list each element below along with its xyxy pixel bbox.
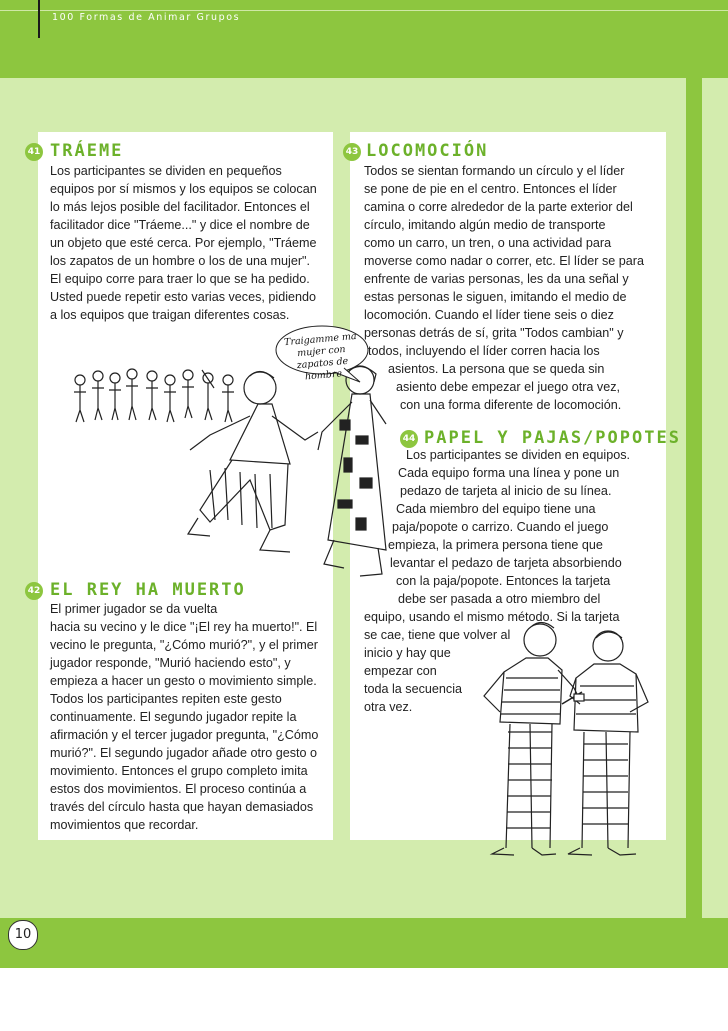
text-line: murió?". El segundo jugador añade otro gesto o bbox=[50, 746, 318, 760]
section-body bbox=[50, 162, 317, 324]
text-line: moverse como nadar o correr, etc. El líder se para bbox=[364, 254, 644, 268]
text-line: círculo, imitando algún medio de transporte bbox=[364, 218, 606, 232]
text-line: paja/popote o carrizo. Cuando el juego bbox=[392, 520, 609, 534]
text-line: todos, incluyendo el líder corren hacia los bbox=[368, 344, 600, 358]
text-line: se pone de pie en el centro. Entonces el líder bbox=[364, 182, 617, 196]
bottom-footer-bar bbox=[0, 918, 728, 968]
text-line: equipo, usando el mismo método. Si la tarjeta bbox=[364, 610, 620, 624]
text-line: facilitador dice "Tráeme..." y dice el nombre de bbox=[50, 218, 310, 232]
section-body bbox=[50, 600, 318, 834]
text-line: Todos los participantes repiten este gesto bbox=[50, 692, 282, 706]
section-body bbox=[364, 162, 644, 414]
text-line: hacia su vecino y le dice "¡El rey ha muerto!". El bbox=[50, 620, 318, 634]
header-hairline bbox=[0, 10, 728, 11]
text-line: Los participantes se dividen en pequeños bbox=[50, 164, 282, 178]
text-line: inicio y hay que bbox=[364, 646, 451, 660]
text-line: empezar con bbox=[364, 664, 437, 678]
text-line: Cada miembro del equipo tiene una bbox=[396, 502, 596, 516]
section-title: EL REY HA MUERTO bbox=[50, 580, 246, 600]
section-title: LOCOMOCIÓN bbox=[366, 141, 489, 161]
text-line: El primer jugador se da vuelta bbox=[50, 602, 218, 616]
text-line: empieza, la primera persona tiene que bbox=[388, 538, 603, 552]
text-line: levantar el pedazo de tarjeta absorbiendo bbox=[390, 556, 622, 570]
text-line: jugador responde, "Murió haciendo esto", y bbox=[50, 656, 291, 670]
card-piece bbox=[574, 694, 584, 701]
text-line: afirmación y el tercer jugador pregunta, "¿Cómo bbox=[50, 728, 319, 742]
section-number-badge: 44 bbox=[400, 430, 418, 448]
text-line: vecino le pregunta, "¿Cómo murió?", y el primer bbox=[50, 638, 318, 652]
text-line: los zapatos de un hombre o los de una mujer". bbox=[50, 254, 310, 268]
text-line: como un carro, un tren, o una actividad para bbox=[364, 236, 612, 250]
text-line: se cae, tiene que volver al bbox=[364, 628, 511, 642]
text-line: empieza a hacer un gesto o movimiento simple. bbox=[50, 674, 317, 688]
text-line: El equipo corre para traer lo que se ha pedido. bbox=[50, 272, 310, 286]
text-line: otra vez. bbox=[364, 700, 413, 714]
text-line: un objeto que esté cerca. Por ejemplo, "Tráeme bbox=[50, 236, 317, 250]
text-line: a los equipos que traigan diferentes cosas. bbox=[50, 308, 290, 322]
text-line: través del círculo hasta que hayan demasiados bbox=[50, 800, 314, 814]
text-line: estas personas le siguen, imitando el medio de bbox=[364, 290, 627, 304]
text-line: Cada equipo forma una línea y pone un bbox=[398, 466, 620, 480]
text-line: estos dos movimientos. El proceso continúa a bbox=[50, 782, 307, 796]
text-line: con una forma diferente de locomoción. bbox=[400, 398, 622, 412]
text-line: movimiento. Entonces el grupo completo imita bbox=[50, 764, 308, 778]
running-title: 100 Formas de Animar Grupos bbox=[52, 12, 241, 23]
speech-bubble-text: Traigamme ma mujer con zapatos de hombre bbox=[283, 330, 358, 383]
section-title: PAPEL Y PAJAS/POPOTES bbox=[424, 428, 681, 448]
section-number-badge: 42 bbox=[25, 582, 43, 600]
text-line: asiento debe empezar el juego otra vez, bbox=[396, 380, 621, 394]
right-accent-strip bbox=[686, 78, 702, 968]
man-left bbox=[484, 622, 580, 855]
section-number-badge: 41 bbox=[25, 143, 43, 161]
text-line: Los participantes se dividen en equipos. bbox=[406, 448, 631, 462]
text-line: Usted puede repetir esto varias veces, pidiendo bbox=[50, 290, 317, 304]
straw-game-illustration bbox=[470, 612, 670, 857]
text-line: enfrente de varias personas, les da una señal y bbox=[364, 272, 629, 286]
header-rule bbox=[38, 0, 40, 38]
text-line: locomoción. Cuando el líder tiene seis o diez bbox=[364, 308, 614, 322]
text-line: toda la secuencia bbox=[364, 682, 463, 696]
page-number: 10 bbox=[8, 920, 38, 950]
man-right bbox=[568, 631, 648, 855]
text-line: camina o corre alrededor de la parte exterior del bbox=[364, 200, 633, 214]
background-crowd bbox=[74, 369, 234, 422]
text-line: movimientos que recordar. bbox=[50, 818, 199, 832]
text-line: asientos. La persona que se queda sin bbox=[388, 362, 605, 376]
text-line: lo más lejos posible del facilitador. Entonces el bbox=[50, 200, 310, 214]
text-line: con la paja/popote. Entonces la tarjeta bbox=[396, 574, 611, 588]
section-title: TRÁEME bbox=[50, 141, 124, 161]
text-line: Todos se sientan formando un círculo y el líder bbox=[364, 164, 625, 178]
section-number-badge: 43 bbox=[343, 143, 361, 161]
text-line: continuamente. El segundo jugador repite la bbox=[50, 710, 297, 724]
text-line: pedazo de tarjeta al inicio de su línea. bbox=[400, 484, 612, 498]
text-line: equipos por sí mismos y los equipos se colocan bbox=[50, 182, 317, 196]
text-line: personas detrás de sí, grita "Todos cambian" y bbox=[364, 326, 624, 340]
text-line: debe ser pasada a otro miembro del bbox=[398, 592, 601, 606]
